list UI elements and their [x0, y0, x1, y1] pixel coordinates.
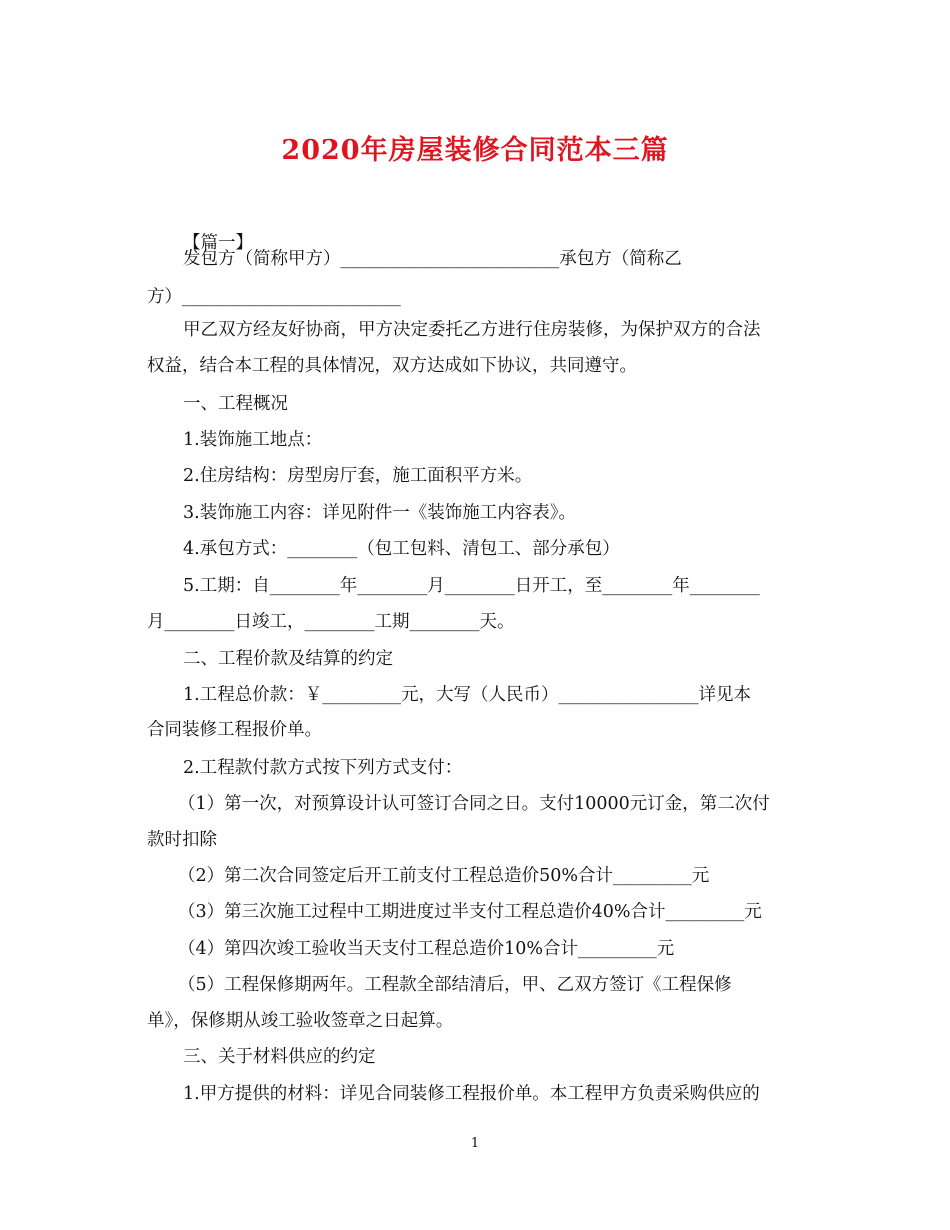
- clause-1-5-line-1: 5.工期：自________年________月________日开工，至________年________: [183, 576, 760, 596]
- intro-line-2: 权益，结合本工程的具体情况，双方达成如下协议，共同遵守。: [147, 356, 637, 376]
- clause-2-1-line-2: 合同装修工程报价单。: [147, 720, 322, 740]
- clause-1-5-line-2: 月________日竣工，________工期________天。: [147, 612, 515, 632]
- payment-1-line-2: 款时扣除: [147, 830, 217, 850]
- clause-2-1-line-1: 1.工程总价款：￥_________元，大写（人民币）________________详见本: [183, 685, 751, 705]
- clause-3-1: 1.甲方提供的材料：详见合同装修工程报价单。本工程甲方负责采购供应的: [183, 1084, 760, 1104]
- clause-1-4: 4.承包方式：________（包工包料、清包工、部分承包）: [183, 539, 620, 559]
- heading-price-settlement: 二、工程价款及结算的约定: [183, 649, 393, 669]
- payment-5-line-1: （5）工程保修期两年。工程款全部结清后，甲、乙双方签订《工程保修: [178, 975, 732, 995]
- clause-1-2: 2.住房结构：房型房厅套，施工面积平方米。: [183, 466, 533, 486]
- intro-line-1: 甲乙双方经友好协商，甲方决定委托乙方进行住房装修，为保护双方的合法: [183, 320, 761, 340]
- clause-1-3: 3.装饰施工内容：详见附件一《装饰施工内容表》。: [183, 503, 576, 523]
- payment-4: （4）第四次竣工验收当天支付工程总造价10%合计_________元: [178, 939, 675, 959]
- clause-2-2: 2.工程款付款方式按下列方式支付：: [183, 758, 463, 778]
- section-heading-part-one: 【篇一】: [183, 233, 253, 253]
- heading-materials-supply: 三、关于材料供应的约定: [183, 1047, 376, 1067]
- payment-2: （2）第二次合同签定后开工前支付工程总造价50%合计_________元: [178, 866, 710, 886]
- payment-1-line-1: （1）第一次，对预算设计认可签订合同之日。支付10000元订金，第二次付: [178, 794, 770, 814]
- party-line-1: 发包方（简称甲方）_________________________承包方（简称乙: [183, 249, 682, 269]
- document-title: 2020年房屋装修合同范本三篇: [281, 135, 669, 166]
- clause-1-1: 1.装饰施工地点：: [183, 430, 323, 450]
- page-number: 1: [470, 1136, 480, 1151]
- payment-5-line-2: 单》，保修期从竣工验收签章之日起算。: [147, 1011, 454, 1031]
- payment-3: （3）第三次施工过程中工期进度过半支付工程总造价40%合计_________元: [178, 902, 762, 922]
- party-line-2: 方）_________________________: [147, 287, 401, 307]
- heading-project-overview: 一、工程概况: [183, 394, 288, 414]
